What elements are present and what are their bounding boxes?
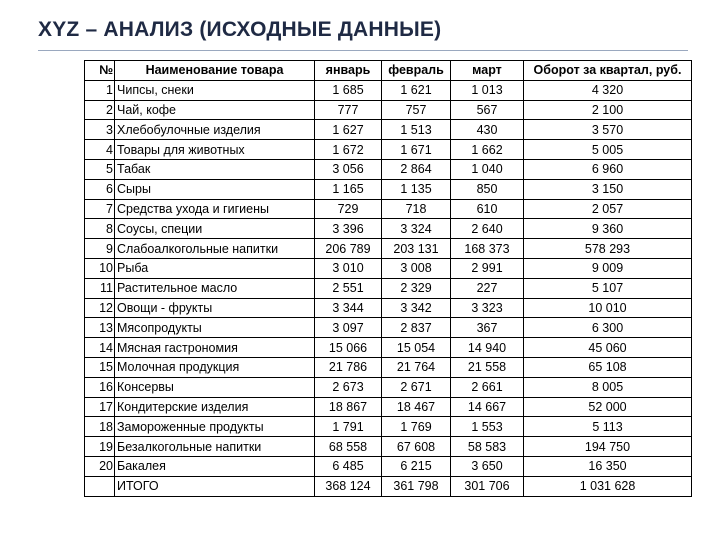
row-mar-cell: 2 991: [451, 258, 524, 278]
row-jan-cell: 21 786: [315, 357, 382, 377]
row-num-cell: 13: [85, 318, 115, 338]
row-feb-cell: 1 135: [382, 179, 451, 199]
row-feb-cell: 67 608: [382, 437, 451, 457]
total-quarter: 1 031 628: [524, 476, 692, 496]
row-feb-cell: 6 215: [382, 456, 451, 476]
row-total-cell: 6 300: [524, 318, 692, 338]
row-name-cell: Консервы: [115, 377, 315, 397]
table-row: [85, 318, 692, 338]
table-row: [85, 80, 692, 100]
row-name-cell: Рыба: [115, 258, 315, 278]
table-row: [85, 120, 692, 140]
row-num-cell: 5: [85, 159, 115, 179]
row-name-cell: Табак: [115, 159, 315, 179]
row-name-cell: Растительное масло: [115, 278, 315, 298]
row-total-cell: 5 005: [524, 140, 692, 160]
row-total-cell: 9 360: [524, 219, 692, 239]
table-row: [85, 159, 692, 179]
total-num-cell: [85, 476, 115, 496]
row-feb-cell: 21 764: [382, 357, 451, 377]
table-row: [85, 278, 692, 298]
row-name-cell: Чипсы, снеки: [115, 80, 315, 100]
row-name-cell: Чай, кофе: [115, 100, 315, 120]
row-jan-cell: 68 558: [315, 437, 382, 457]
row-feb-cell: 757: [382, 100, 451, 120]
row-jan-cell: 1 627: [315, 120, 382, 140]
row-total-cell: 3 570: [524, 120, 692, 140]
row-total-cell: 9 009: [524, 258, 692, 278]
row-total-cell: 6 960: [524, 159, 692, 179]
row-name-cell: Овощи - фрукты: [115, 298, 315, 318]
row-mar-cell: 168 373: [451, 239, 524, 259]
row-num-cell: 18: [85, 417, 115, 437]
row-jan-cell: 2 673: [315, 377, 382, 397]
row-mar-cell: 610: [451, 199, 524, 219]
row-num-cell: 2: [85, 100, 115, 120]
table-row: [85, 338, 692, 358]
row-name-cell: Товары для животных: [115, 140, 315, 160]
row-mar-cell: 58 583: [451, 437, 524, 457]
row-total-cell: 194 750: [524, 437, 692, 457]
table-body: [85, 80, 692, 476]
row-num-cell: 16: [85, 377, 115, 397]
row-jan-cell: 2 551: [315, 278, 382, 298]
header-name: Наименование товара: [115, 61, 315, 81]
row-mar-cell: 14 667: [451, 397, 524, 417]
row-num-cell: 15: [85, 357, 115, 377]
row-total-cell: 52 000: [524, 397, 692, 417]
table-row: [85, 298, 692, 318]
row-feb-cell: 2 329: [382, 278, 451, 298]
row-feb-cell: 1 671: [382, 140, 451, 160]
row-jan-cell: 6 485: [315, 456, 382, 476]
row-jan-cell: 1 165: [315, 179, 382, 199]
row-num-cell: 6: [85, 179, 115, 199]
header-num: №: [85, 61, 115, 81]
row-jan-cell: 3 097: [315, 318, 382, 338]
row-jan-cell: 18 867: [315, 397, 382, 417]
row-total-cell: 10 010: [524, 298, 692, 318]
table-row: [85, 397, 692, 417]
row-jan-cell: 1 672: [315, 140, 382, 160]
row-total-cell: 45 060: [524, 338, 692, 358]
source-data-table: [84, 60, 692, 497]
row-name-cell: Молочная продукция: [115, 357, 315, 377]
row-total-cell: 16 350: [524, 456, 692, 476]
table-row: [85, 100, 692, 120]
row-total-cell: 5 107: [524, 278, 692, 298]
row-num-cell: 14: [85, 338, 115, 358]
row-name-cell: Мясопродукты: [115, 318, 315, 338]
table-row: [85, 140, 692, 160]
row-feb-cell: 3 008: [382, 258, 451, 278]
row-num-cell: 3: [85, 120, 115, 140]
row-name-cell: Замороженные продукты: [115, 417, 315, 437]
table-row: [85, 258, 692, 278]
row-num-cell: 11: [85, 278, 115, 298]
row-name-cell: Бакалея: [115, 456, 315, 476]
row-jan-cell: 3 396: [315, 219, 382, 239]
row-total-cell: 2 057: [524, 199, 692, 219]
table-row: [85, 456, 692, 476]
row-mar-cell: 1 013: [451, 80, 524, 100]
row-mar-cell: 14 940: [451, 338, 524, 358]
row-feb-cell: 3 342: [382, 298, 451, 318]
row-mar-cell: 850: [451, 179, 524, 199]
row-num-cell: 9: [85, 239, 115, 259]
table-row: [85, 377, 692, 397]
row-jan-cell: 1 791: [315, 417, 382, 437]
row-feb-cell: 18 467: [382, 397, 451, 417]
row-num-cell: 12: [85, 298, 115, 318]
table-row: [85, 239, 692, 259]
title-divider: [38, 50, 688, 51]
row-total-cell: 8 005: [524, 377, 692, 397]
row-jan-cell: 206 789: [315, 239, 382, 259]
table-row: [85, 179, 692, 199]
row-mar-cell: 1 662: [451, 140, 524, 160]
row-mar-cell: 3 323: [451, 298, 524, 318]
row-jan-cell: 3 010: [315, 258, 382, 278]
header-total: Оборот за квартал, руб.: [524, 61, 692, 81]
total-jan: 368 124: [315, 476, 382, 496]
row-mar-cell: 567: [451, 100, 524, 120]
row-name-cell: Безалкогольные напитки: [115, 437, 315, 457]
row-total-cell: 5 113: [524, 417, 692, 437]
row-feb-cell: 1 513: [382, 120, 451, 140]
row-name-cell: Хлебобулочные изделия: [115, 120, 315, 140]
page-title: XYZ – АНАЛИЗ (ИСХОДНЫЕ ДАННЫЕ): [38, 18, 442, 41]
row-jan-cell: 3 056: [315, 159, 382, 179]
row-total-cell: 65 108: [524, 357, 692, 377]
row-num-cell: 19: [85, 437, 115, 457]
table-row: [85, 437, 692, 457]
total-label: ИТОГО: [115, 476, 315, 496]
table-row: [85, 357, 692, 377]
row-mar-cell: 2 661: [451, 377, 524, 397]
row-num-cell: 20: [85, 456, 115, 476]
row-name-cell: Соусы, специи: [115, 219, 315, 239]
row-total-cell: 3 150: [524, 179, 692, 199]
header-jan: январь: [315, 61, 382, 81]
row-name-cell: Кондитерские изделия: [115, 397, 315, 417]
total-row: [85, 476, 692, 496]
row-feb-cell: 3 324: [382, 219, 451, 239]
row-jan-cell: 777: [315, 100, 382, 120]
header-feb: февраль: [382, 61, 451, 81]
row-feb-cell: 718: [382, 199, 451, 219]
row-feb-cell: 1 621: [382, 80, 451, 100]
row-num-cell: 1: [85, 80, 115, 100]
table-row: [85, 219, 692, 239]
row-total-cell: 4 320: [524, 80, 692, 100]
row-num-cell: 17: [85, 397, 115, 417]
row-mar-cell: 21 558: [451, 357, 524, 377]
row-num-cell: 8: [85, 219, 115, 239]
row-num-cell: 4: [85, 140, 115, 160]
table-header-row: [85, 61, 692, 81]
row-mar-cell: 1 040: [451, 159, 524, 179]
row-jan-cell: 729: [315, 199, 382, 219]
table-row: [85, 417, 692, 437]
total-feb: 361 798: [382, 476, 451, 496]
row-feb-cell: 2 671: [382, 377, 451, 397]
row-mar-cell: 3 650: [451, 456, 524, 476]
row-feb-cell: 15 054: [382, 338, 451, 358]
row-name-cell: Сыры: [115, 179, 315, 199]
row-total-cell: 578 293: [524, 239, 692, 259]
row-feb-cell: 203 131: [382, 239, 451, 259]
row-mar-cell: 1 553: [451, 417, 524, 437]
row-name-cell: Слабоалкогольные напитки: [115, 239, 315, 259]
row-jan-cell: 1 685: [315, 80, 382, 100]
header-mar: март: [451, 61, 524, 81]
row-feb-cell: 2 864: [382, 159, 451, 179]
row-mar-cell: 367: [451, 318, 524, 338]
row-feb-cell: 1 769: [382, 417, 451, 437]
row-mar-cell: 430: [451, 120, 524, 140]
total-mar: 301 706: [451, 476, 524, 496]
row-name-cell: Мясная гастрономия: [115, 338, 315, 358]
row-mar-cell: 2 640: [451, 219, 524, 239]
row-name-cell: Средства ухода и гигиены: [115, 199, 315, 219]
row-num-cell: 10: [85, 258, 115, 278]
row-mar-cell: 227: [451, 278, 524, 298]
table-row: [85, 199, 692, 219]
row-total-cell: 2 100: [524, 100, 692, 120]
row-jan-cell: 3 344: [315, 298, 382, 318]
row-feb-cell: 2 837: [382, 318, 451, 338]
row-num-cell: 7: [85, 199, 115, 219]
row-jan-cell: 15 066: [315, 338, 382, 358]
